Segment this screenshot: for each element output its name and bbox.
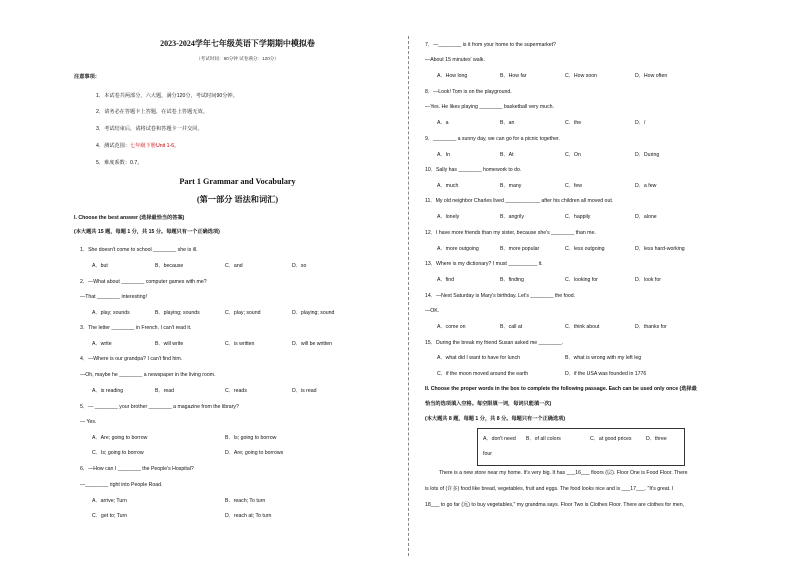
section2-scoring: (本大题共 8 题，每题 1 分，共 8 分。每题只有一个正确选项) — [425, 416, 566, 422]
question-stem: —________ right into People Road. — [80, 482, 163, 488]
passage-line: 18___ to go far (远) to buy vegetables," my grandma says. Floor Two is Clothes Floor. There are clothes for men, — [425, 502, 685, 508]
option-d[interactable]: D．During — [635, 152, 660, 158]
option-d[interactable]: D．alone — [635, 214, 657, 220]
box-word: C．at good prices — [590, 436, 632, 442]
note-item: 2．请务必在答题卡上答题，在试卷上答题无效。 — [96, 109, 208, 115]
option-c[interactable]: C．the — [565, 120, 582, 126]
question-stem: 3．The letter ________ in French. I can't read it. — [80, 325, 192, 331]
option-d[interactable]: D．so — [292, 263, 307, 269]
option-a[interactable]: A．much — [437, 183, 459, 189]
question-stem: — Yes. — [80, 419, 97, 425]
option-a[interactable]: A．In — [437, 152, 450, 158]
option-a[interactable]: A．come on — [437, 324, 466, 330]
question-stem: 13．Where is my dictionary? I must __________ it. — [425, 261, 543, 267]
passage-line: is lots of (许多) food like bread, vegetables, fruit and eggs. The food looks nice and is ___17___. "It's great. I — [425, 486, 674, 492]
option-a[interactable]: A．write — [92, 341, 112, 347]
exam-title: 2023-2024学年七年级英语下学期期中模拟卷 — [160, 39, 315, 48]
option-b[interactable]: B．will write — [155, 341, 184, 347]
option-b[interactable]: B．more popular — [500, 246, 540, 252]
option-b[interactable]: B．finding — [500, 277, 524, 283]
option-d[interactable]: D．playing; sound — [292, 310, 335, 316]
note-item: 1．本试卷共两部分，六大题，满分120分，考试时间90分钟。 — [96, 93, 238, 99]
option-a[interactable]: A．more outgoing — [437, 246, 479, 252]
part1-title: Part 1 Grammar and Vocabulary — [179, 177, 296, 186]
box-word: four — [483, 451, 492, 457]
box-word: B．of all colors — [526, 436, 561, 442]
note-item-range: 4．测试范围：七年级下册Unit 1-6。 — [96, 143, 180, 149]
option-a[interactable]: A．Are; going to borrow — [92, 435, 148, 441]
option-b[interactable]: B．many — [500, 183, 522, 189]
question-stem: 12．I have more friends than my sister, because she's ________ than me. — [425, 230, 596, 236]
option-c[interactable]: C．How soon — [565, 73, 598, 79]
option-c[interactable]: C．reads — [225, 388, 247, 394]
option-b[interactable]: B．because — [155, 263, 184, 269]
question-stem: —OK. — [425, 308, 440, 314]
notes-heading: 注意事项： — [74, 74, 100, 80]
option-c[interactable]: C．happily — [565, 214, 591, 220]
option-b[interactable]: B．call at — [500, 324, 523, 330]
question-stem: 4．—Where is our grandpa? I can't find him. — [80, 356, 183, 362]
note-item: 3．考试结束后，请将试卷和答题卡一并交回。 — [96, 126, 203, 132]
option-b[interactable]: B．How far — [500, 73, 527, 79]
option-a[interactable]: A．find — [437, 277, 455, 283]
question-stem: 6．—How can I ________ the People's Hospital? — [80, 466, 194, 472]
right-column — [425, 0, 760, 562]
box-word: A．don't need — [483, 436, 516, 442]
option-b[interactable]: B．playing; sounds — [155, 310, 200, 316]
option-d[interactable]: D．/ — [635, 120, 646, 126]
option-b[interactable]: B．what is wrong with my left leg — [565, 355, 642, 361]
question-stem: 9．________ a sunny day, we can go for a picnic together. — [425, 136, 560, 142]
question-stem: —Yes. He likes playing ________ basketball very much. — [425, 104, 554, 110]
option-d[interactable]: D．if the USA was founded in 1776 — [565, 371, 647, 377]
option-b[interactable]: B．reach; To turn — [225, 498, 266, 504]
option-d[interactable]: D．will be written — [292, 341, 333, 347]
option-c[interactable]: C．get to; Turn — [92, 513, 128, 519]
option-a[interactable]: A．is reading — [92, 388, 124, 394]
column-divider — [408, 36, 409, 556]
section1-scoring: (本大题共 15 题，每题 1 分，共 15 分。每题只有一个正确选项) — [74, 229, 220, 235]
option-a[interactable]: A．How long — [437, 73, 468, 79]
note-item: 5．难度系数：0.7。 — [96, 160, 143, 166]
question-stem: 2．—What about ________ computer games with me? — [80, 279, 207, 285]
option-d[interactable]: D．How often — [635, 73, 668, 79]
option-a[interactable]: A．arrive; Turn — [92, 498, 127, 504]
exam-subtitle: （考试时间：90分钟 试卷满分：120分） — [196, 56, 279, 61]
option-c[interactable]: C．less outgoing — [565, 246, 605, 252]
question-stem: 7．—________ is it from your home to the supermarket? — [425, 42, 556, 48]
option-c[interactable]: C．few — [565, 183, 583, 189]
option-b[interactable]: B．read — [155, 388, 175, 394]
question-stem: 15．During the break my friend Susan asked me ________. — [425, 340, 564, 346]
question-stem: —About 15 minutes' walk. — [425, 57, 485, 63]
option-c[interactable]: C．looking for — [565, 277, 598, 283]
option-c[interactable]: C．if the moon moved around the earth — [437, 371, 529, 377]
option-b[interactable]: B．At — [500, 152, 514, 158]
option-b[interactable]: B．an — [500, 120, 515, 126]
option-d[interactable]: D．less hard-working — [635, 246, 685, 252]
option-c[interactable]: C．play; sound — [225, 310, 261, 316]
option-d[interactable]: D．reach at; To turn — [225, 513, 272, 519]
range-value: 七年级下册Unit 1-6。 — [130, 143, 180, 149]
option-c[interactable]: C．On — [565, 152, 581, 158]
option-d[interactable]: D．a few — [635, 183, 657, 189]
question-stem: —Oh, maybe he ________ a newspaper in the living room. — [80, 372, 216, 378]
question-stem: 1．She doesn't come to school ________ she is ill. — [80, 247, 198, 253]
question-stem: 5．— ________ your brother ________ a magazine from the library? — [80, 404, 239, 410]
word-box — [477, 428, 685, 466]
question-stem: —That ________ interesting! — [80, 294, 147, 300]
option-c[interactable]: C．is written — [225, 341, 255, 347]
option-c[interactable]: C．think about — [565, 324, 600, 330]
section1-heading: I. Choose the best answer (选择最恰当的答案) — [74, 215, 185, 221]
option-b[interactable]: B．Is; going to borrow — [225, 435, 277, 441]
option-a[interactable]: A．a — [437, 120, 449, 126]
left-column — [74, 0, 395, 562]
option-a[interactable]: A．what did I want to have for lunch — [437, 355, 521, 361]
option-d[interactable]: D．is read — [292, 388, 317, 394]
option-c[interactable]: C．and — [225, 263, 243, 269]
option-a[interactable]: A．play; sounds — [92, 310, 130, 316]
section2-heading: II. Choose the proper words in the box to complete the following passage. Each can be used only once (选择最 — [425, 386, 697, 392]
question-stem: 10．Sally has ________ homework to do. — [425, 167, 522, 173]
option-b[interactable]: B．angrily — [500, 214, 524, 220]
section2-heading: 恰当的选项填入空格。每空限填一词，每词只能填一次) — [425, 401, 552, 407]
question-stem: 8．—Look! Tom is on the playground. — [425, 89, 512, 95]
option-a[interactable]: A．but — [92, 263, 108, 269]
passage-line: There is a new store near my home. It's very big. It has ___16___ floors (层). Floor One is Food Floor. There — [439, 470, 688, 476]
question-stem: 14．—Next Saturday is Mary's birthday. Let's ________ the food. — [425, 293, 576, 299]
part1-subtitle: (第一部分 语法和词汇) — [196, 195, 279, 204]
question-stem: 11．My old neighbor Charles lived ____________ after his children all moved out. — [425, 198, 614, 204]
option-d[interactable]: D．thanks for — [635, 324, 667, 330]
option-d[interactable]: D．Are; going to borrows — [225, 450, 284, 456]
option-a[interactable]: A．lonely — [437, 214, 460, 220]
option-d[interactable]: D．look for — [635, 277, 661, 283]
option-c[interactable]: C．Is; going to borrow — [92, 450, 144, 456]
box-word: D．three — [646, 436, 667, 442]
